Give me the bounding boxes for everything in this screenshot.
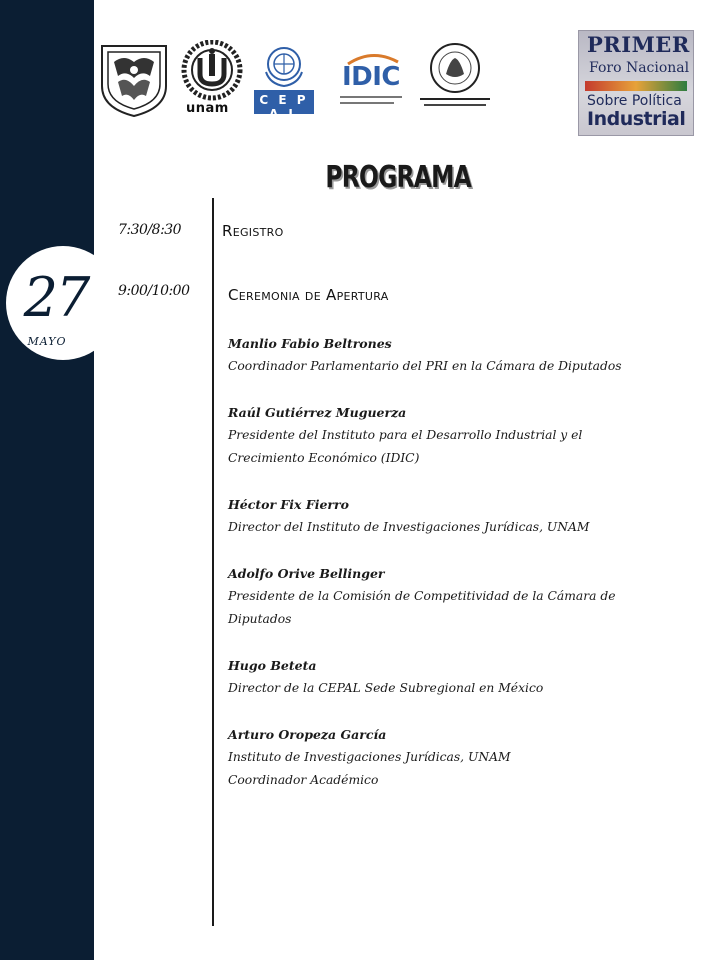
speaker-role: Instituto de Investigaciones Jurídicas, UNAM: [228, 750, 511, 764]
timeline-divider: [212, 198, 214, 926]
idic-subtitle-lines: [340, 94, 402, 108]
forum-logo-line3: Sobre Política: [587, 93, 682, 109]
speaker-item: [228, 332, 668, 378]
speaker-name: Manlio Fabio Beltrones: [228, 336, 392, 351]
speaker-item: [228, 723, 668, 792]
speaker-role: Director de la CEPAL Sede Subregional en México: [228, 681, 544, 695]
speaker-item: [228, 654, 668, 700]
speaker-name: Héctor Fix Fierro: [228, 497, 349, 512]
speaker-name: Raúl Gutiérrez Muguerza: [228, 405, 407, 420]
iij-wordmark: unam: [186, 101, 229, 116]
speaker-role: Presidente de la Comisión de Competitividad de la Cámara de: [228, 589, 616, 603]
forum-logo-line1: PRIMER: [587, 32, 690, 57]
date-month: MAYO: [27, 335, 67, 348]
speaker-role: Presidente del Instituto para el Desarrollo Industrial y el: [228, 428, 583, 442]
schedule-time-registro: 7:30/8:30: [118, 222, 182, 238]
forum-logo: [578, 30, 694, 136]
speaker-role: Director del Instituto de Investigaciones Jurídicas, UNAM: [228, 520, 590, 534]
speaker-name: Adolfo Orive Bellinger: [228, 566, 385, 581]
schedule-title-registro: Registro: [222, 222, 284, 240]
iij-unam-logo: [176, 40, 248, 102]
schedule-time-apertura: 9:00/10:00: [118, 283, 190, 299]
speaker-role: Crecimiento Económico (IDIC): [228, 451, 420, 465]
forum-logo-stripe: [585, 81, 687, 91]
speaker-list: [228, 332, 668, 815]
speaker-name: Hugo Beteta: [228, 658, 317, 673]
speaker-role: Diputados: [228, 612, 292, 626]
legislatura-seal-logo: [416, 40, 494, 112]
sidebar-band: [0, 0, 94, 960]
speaker-name: Arturo Oropeza García: [228, 727, 387, 742]
speaker-item: [228, 562, 668, 631]
cepal-wordmark: C E P A L: [259, 93, 309, 121]
unam-shield-logo: [98, 42, 170, 118]
forum-logo-line2: Foro Nacional: [589, 60, 690, 76]
speaker-role: Coordinador Parlamentario del PRI en la Cámara de Diputados: [228, 359, 622, 373]
speaker-item: [228, 401, 668, 470]
speaker-role: Coordinador Académico: [228, 773, 379, 787]
un-emblem-icon: [260, 44, 308, 88]
idic-logo: IDIC: [341, 62, 400, 92]
schedule-title-apertura: Ceremonia de Apertura: [228, 286, 389, 304]
date-day: 27: [23, 266, 89, 329]
page-title: PROGRAMA: [325, 160, 471, 195]
forum-logo-line4: Industrial: [587, 108, 686, 130]
speaker-item: [228, 493, 668, 539]
